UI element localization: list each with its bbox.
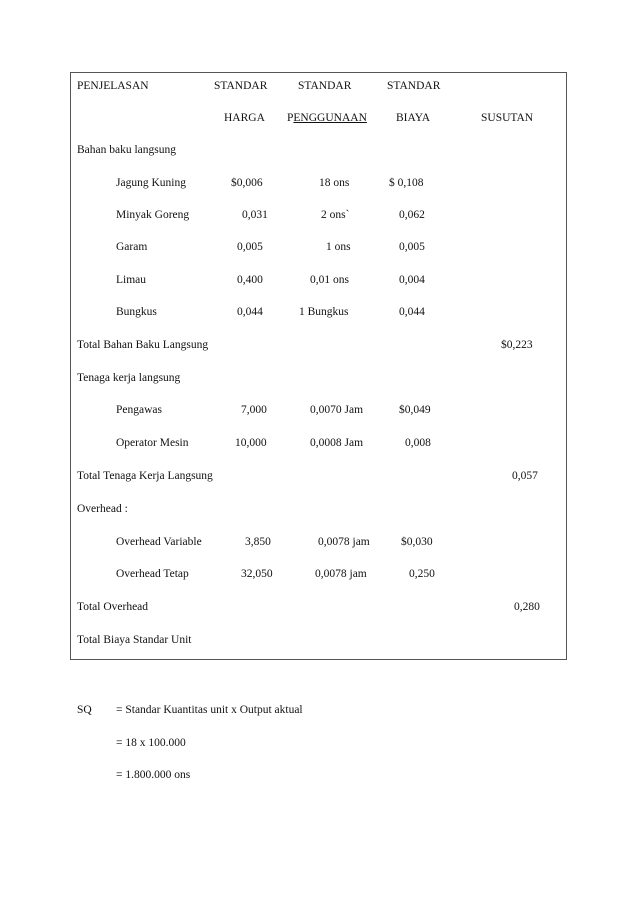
- header-harga: HARGA: [224, 112, 265, 124]
- row-penggunaan: 0,01 ons: [310, 274, 349, 286]
- total-overhead-value: 0,280: [514, 601, 540, 613]
- row-harga: 0,005: [237, 241, 263, 253]
- row-biaya: 0,250: [409, 568, 435, 580]
- total-tenaga-value: 0,057: [512, 470, 538, 482]
- row-penggunaan: 1 Bungkus: [299, 306, 349, 318]
- row-name: Garam: [116, 241, 148, 253]
- row-penggunaan: 2 ons`: [321, 209, 350, 221]
- row-penggunaan: 0,0078 jam: [315, 568, 367, 580]
- row-name: Jagung Kuning: [116, 177, 186, 189]
- row-penggunaan: 0,0008 Jam: [310, 437, 364, 449]
- row-biaya: $0,030: [401, 536, 433, 548]
- row-biaya: $ 0,108: [389, 177, 424, 189]
- total-bahan-value: $0,223: [501, 339, 533, 351]
- row-name: Operator Mesin: [116, 437, 189, 449]
- formula-label: SQ: [77, 704, 92, 716]
- total-overhead-label: Total Overhead: [77, 601, 149, 613]
- header-standar-penggunaan-1: STANDAR: [298, 80, 352, 92]
- row-harga: 7,000: [241, 404, 267, 416]
- row-biaya: 0,008: [405, 437, 431, 449]
- row-name: Overhead Variable: [116, 536, 202, 548]
- row-name: Limau: [116, 274, 147, 286]
- row-biaya: 0,044: [399, 306, 425, 318]
- row-harga: 0,031: [242, 209, 268, 221]
- total-bahan-label: Total Bahan Baku Langsung: [77, 339, 209, 351]
- row-biaya: $0,049: [399, 404, 431, 416]
- row-penggunaan: 1 ons: [326, 241, 351, 253]
- section-tenaga-title: Tenaga kerja langsung: [77, 372, 181, 384]
- row-name: Pengawas: [116, 404, 162, 416]
- header-penjelasan: PENJELASAN: [77, 80, 149, 92]
- header-susutan: SUSUTAN: [481, 112, 534, 124]
- row-harga: 32,050: [241, 568, 273, 580]
- row-harga: 3,850: [245, 536, 271, 548]
- row-penggunaan: 0,0070 Jam: [310, 404, 364, 416]
- row-biaya: 0,004: [399, 274, 425, 286]
- row-harga: 0,400: [237, 274, 263, 286]
- header-penggunaan: PENGGUNAAN: [287, 112, 367, 124]
- header-standar-harga-1: STANDAR: [214, 80, 268, 92]
- row-name: Minyak Goreng: [116, 209, 190, 221]
- header-biaya: BIAYA: [396, 112, 431, 124]
- formula-line-2: = 18 x 100.000: [116, 737, 186, 749]
- row-harga: $0,006: [231, 177, 263, 189]
- row-penggunaan: 18 ons: [319, 177, 350, 189]
- row-name: Bungkus: [116, 306, 157, 318]
- formula-line-3: = 1.800.000 ons: [116, 769, 191, 781]
- row-harga: 10,000: [235, 437, 267, 449]
- header-standar-biaya-1: STANDAR: [387, 80, 441, 92]
- row-harga: 0,044: [237, 306, 263, 318]
- section-bahan-title: Bahan baku langsung: [77, 144, 177, 156]
- total-tenaga-label: Total Tenaga Kerja Langsung: [77, 470, 213, 482]
- grand-total-label: Total Biaya Standar Unit: [77, 634, 192, 646]
- section-overhead-title: Overhead :: [77, 503, 128, 515]
- formula-line-1: = Standar Kuantitas unit x Output aktual: [116, 704, 303, 716]
- row-penggunaan: 0,0078 jam: [318, 536, 370, 548]
- row-name: Overhead Tetap: [116, 568, 189, 580]
- row-biaya: 0,005: [399, 241, 425, 253]
- row-biaya: 0,062: [399, 209, 425, 221]
